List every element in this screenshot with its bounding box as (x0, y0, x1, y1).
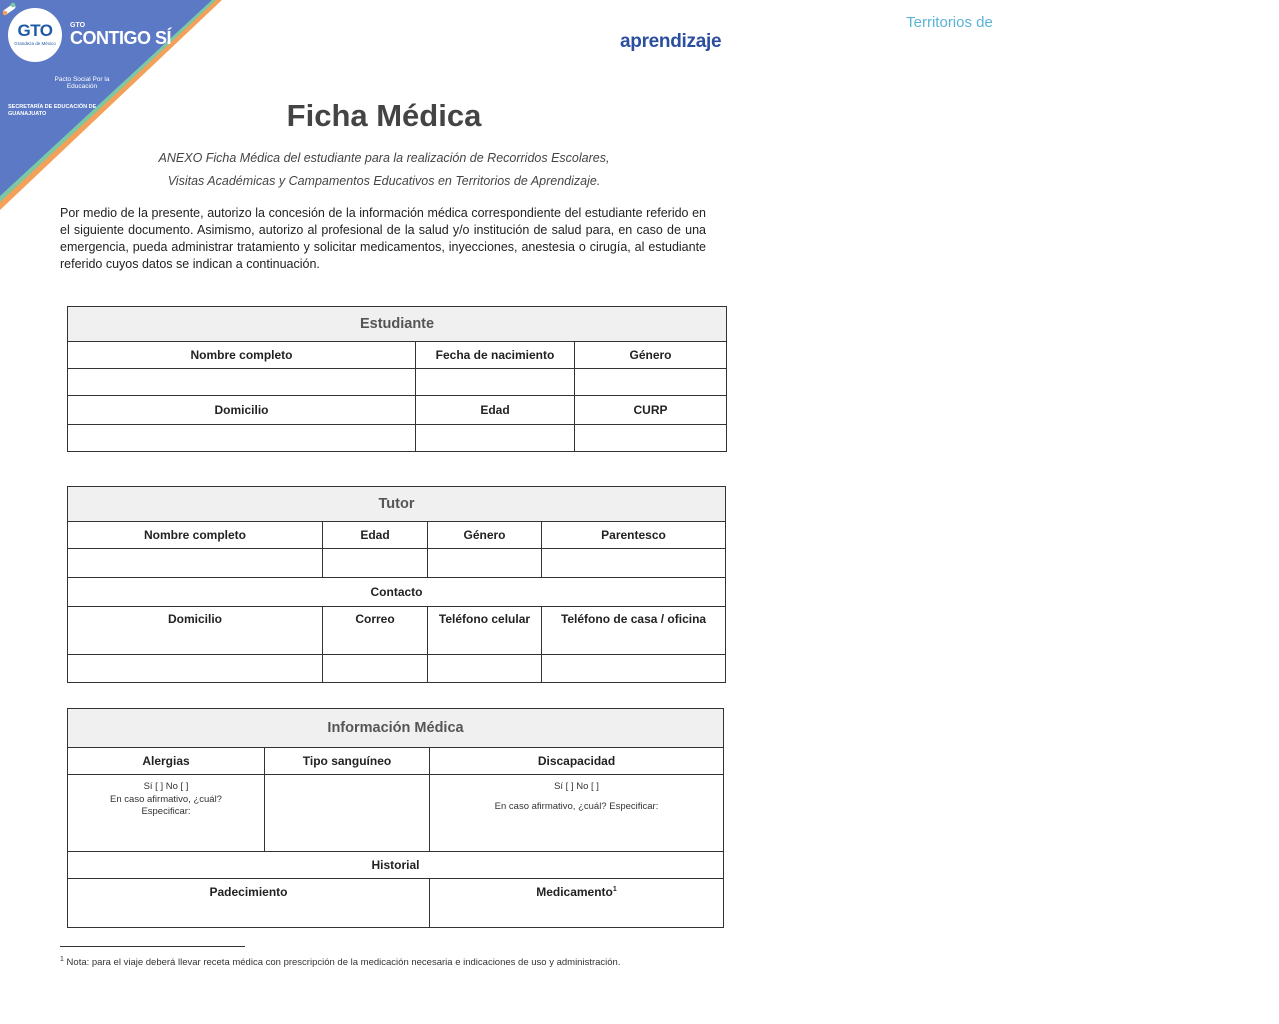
estudiante-curp-field[interactable] (575, 425, 727, 452)
alergias-label: Alergias (68, 748, 265, 775)
tutor-table (67, 486, 726, 683)
tipo-sanguineo-label: Tipo sanguíneo (265, 748, 430, 775)
footnote-text: Nota: para el viaje deberá llevar receta médica con prescripción de la medicación necesaria e indicaciones de uso y administración. (66, 957, 621, 969)
subtitle-line-2: Visitas Académicas y Campamentos Educativos en Territorios de Aprendizaje. (167, 174, 601, 188)
discapacidad-label: Discapacidad (430, 748, 724, 775)
tutor-edad-field[interactable] (323, 549, 428, 578)
tutor-genero-label: Género (428, 522, 542, 549)
territorios-logo (620, 14, 993, 52)
medica-heading: Información Médica (68, 709, 724, 748)
tutor-telefono-casa-field[interactable] (542, 655, 726, 683)
discapacidad-caso: En caso afirmativo, ¿cuál? Especificar: (494, 800, 659, 812)
contigo-small-text: GTO (70, 22, 86, 29)
estudiante-genero-field[interactable] (575, 369, 727, 396)
medicamento-field[interactable] (430, 879, 724, 928)
tutor-nombre-field[interactable] (68, 549, 323, 578)
gto-logo-subtext: Grandeza de México (14, 41, 56, 46)
pacto-social-icon (0, 0, 18, 18)
tutor-edad-label: Edad (323, 522, 428, 549)
alergias-especificar: Especificar: (141, 806, 191, 817)
discapacidad-field[interactable] (430, 775, 724, 852)
estudiante-genero-label: Género (575, 342, 727, 369)
intro-paragraph: Por medio de la presente, autorizo la concesión de la información médica correspondiente del estudiante referido en el siguiente documento. Asimismo, autorizo al profesional de la salud y/o institución de salud para, en caso de una emergencia, pueda administrar tratamiento y solicitar medicamentos, inyecciones, anestesia o cirugía, al estudiante referido cuyos datos se indican a continuación. (60, 206, 706, 271)
tutor-contacto-label: Contacto (68, 578, 726, 607)
estudiante-fecha-label: Fecha de nacimiento (416, 342, 575, 369)
estudiante-curp-label: CURP (575, 396, 727, 425)
tutor-heading: Tutor (68, 487, 726, 522)
gto-logo-text: GTO (17, 21, 53, 40)
tutor-telefono-celular-field[interactable] (428, 655, 542, 683)
territorios-logo-line2: aprendizaje (620, 31, 722, 52)
pacto-social-text: Pacto Social Por la Educación (54, 76, 110, 90)
footnote (60, 953, 706, 970)
tutor-parentesco-label: Parentesco (542, 522, 726, 549)
tutor-telefono-celular-label: Teléfono celular (428, 607, 542, 655)
tutor-correo-field[interactable] (323, 655, 428, 683)
tutor-telefono-casa-label: Teléfono de casa / oficina (542, 607, 726, 655)
informacion-medica-table (67, 708, 724, 928)
tutor-nombre-label: Nombre completo (68, 522, 323, 549)
medicamento-label: Medicamento (536, 885, 613, 899)
footnote-marker: 1 (60, 956, 64, 963)
estudiante-table (67, 306, 727, 452)
alergias-si-no: Sí [ ] No [ ] (143, 781, 189, 792)
alergias-caso: En caso afirmativo, ¿cuál? (110, 793, 222, 805)
page-title: Ficha Médica (286, 98, 482, 133)
padecimiento-field[interactable] (68, 879, 430, 928)
estudiante-domicilio-field[interactable] (68, 425, 416, 452)
medicamento-footnote-marker: 1 (612, 886, 617, 893)
estudiante-edad-field[interactable] (416, 425, 575, 452)
contigo-si-logo (70, 22, 171, 49)
estudiante-edad-label: Edad (416, 396, 575, 425)
discapacidad-si-no: Sí [ ] No [ ] (554, 781, 599, 792)
tutor-correo-label: Correo (323, 607, 428, 655)
secretaria-text: SECRETARÍA DE EDUCACIÓN DE GUANAJUATO (8, 104, 97, 117)
estudiante-domicilio-label: Domicilio (68, 396, 416, 425)
historial-label: Historial (68, 852, 724, 879)
contigo-big-text: CONTIGO SÍ (70, 28, 172, 48)
estudiante-nombre-field[interactable] (68, 369, 416, 396)
tipo-sanguineo-field[interactable] (265, 775, 430, 852)
tutor-domicilio-field[interactable] (68, 655, 323, 683)
alergias-field[interactable] (68, 775, 265, 852)
tutor-parentesco-field[interactable] (542, 549, 726, 578)
territorios-logo-line1: Territorios de (906, 14, 993, 31)
tutor-genero-field[interactable] (428, 549, 542, 578)
estudiante-fecha-field[interactable] (416, 369, 575, 396)
footnote-divider (60, 946, 245, 947)
estudiante-heading: Estudiante (68, 307, 727, 342)
subtitle-line-1: ANEXO Ficha Médica del estudiante para la realización de Recorridos Escolares, (158, 151, 610, 165)
padecimiento-label: Padecimiento (209, 885, 288, 899)
estudiante-nombre-label: Nombre completo (68, 342, 416, 369)
page-subtitle (0, 147, 768, 193)
tutor-domicilio-label: Domicilio (68, 607, 323, 655)
